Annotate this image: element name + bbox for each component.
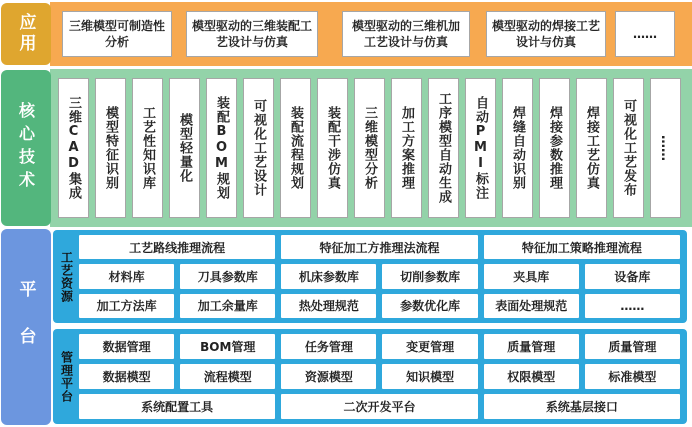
management-box: 知识模型 — [382, 364, 477, 389]
resource-box: 特征加工方推理法流程 — [281, 235, 477, 259]
core-technology-section-label: 核心技术 — [1, 70, 51, 226]
management-platform-panel-label: 管理平台 — [59, 350, 74, 403]
core-tech-item: 装配干涉仿真 — [317, 78, 348, 218]
core-tech-item: 三维CAD集成 — [58, 78, 89, 218]
management-box: 系统配置工具 — [79, 394, 275, 419]
application-box: 模型驱动的焊接工艺设计与仿真 — [486, 11, 606, 57]
application-box-ellipsis: …… — [615, 11, 675, 57]
core-technology-section — [50, 69, 692, 227]
platform-section-label: 平台 — [1, 229, 51, 425]
resource-box: 表面处理规范 — [484, 294, 579, 318]
management-box: 数据管理 — [79, 334, 174, 359]
core-tech-item: 三维模型分析 — [354, 78, 385, 218]
management-box: 标准模型 — [585, 364, 680, 389]
resource-box: 热处理规范 — [281, 294, 376, 318]
core-tech-item: 工艺性知识库 — [132, 78, 163, 218]
management-box: 权限模型 — [484, 364, 579, 389]
management-box: 质量管理 — [585, 334, 680, 359]
resource-box: 材料库 — [79, 264, 174, 288]
application-box: 模型驱动的三维机加工艺设计与仿真 — [342, 11, 470, 57]
resource-box: 机床参数库 — [281, 264, 376, 288]
core-tech-item-ellipsis: …… — [650, 78, 681, 218]
management-platform-grid — [79, 334, 680, 419]
application-section-label: 应用 — [1, 3, 51, 65]
resource-box: 参数优化库 — [382, 294, 477, 318]
core-tech-item: 工序模型自动生成 — [428, 78, 459, 218]
resource-box: 刀具参数库 — [180, 264, 275, 288]
core-tech-item: 焊接工艺仿真 — [576, 78, 607, 218]
resource-box: 加工余量库 — [180, 294, 275, 318]
management-box: 二次开发平台 — [281, 394, 477, 419]
resource-box: 加工方法库 — [79, 294, 174, 318]
resource-box: 切削参数库 — [382, 264, 477, 288]
management-box: 系统基层接口 — [484, 394, 680, 419]
resource-box: 设备库 — [585, 264, 680, 288]
application-box: 模型驱动的三维装配工艺设计与仿真 — [186, 11, 318, 57]
resource-box: 夹具库 — [484, 264, 579, 288]
resource-box-ellipsis: …… — [585, 294, 680, 318]
management-box: 任务管理 — [281, 334, 376, 359]
core-tech-item: 装配流程规划 — [280, 78, 311, 218]
core-tech-item: 可视化工艺发布 — [613, 78, 644, 218]
core-tech-item: 自动PMI标注 — [465, 78, 496, 218]
resource-box: 特征加工策略推理流程 — [484, 235, 680, 259]
management-box: 变更管理 — [382, 334, 477, 359]
management-box: 质量管理 — [484, 334, 579, 359]
core-tech-item: 模型特征识别 — [95, 78, 126, 218]
core-tech-item: 模型轻量化 — [169, 78, 200, 218]
core-tech-item: 焊接参数推理 — [539, 78, 570, 218]
process-resource-panel — [53, 230, 687, 323]
resource-box: 工艺路线推理流程 — [79, 235, 275, 259]
process-resource-grid — [79, 235, 680, 318]
management-box: BOM管理 — [180, 334, 275, 359]
core-tech-item: 可视化工艺设计 — [243, 78, 274, 218]
application-section — [50, 2, 692, 66]
application-box: 三维模型可制造性分析 — [62, 11, 172, 57]
core-tech-item: 加工方案推理 — [391, 78, 422, 218]
process-resource-panel-label: 工艺资源 — [59, 250, 74, 303]
management-box: 数据模型 — [79, 364, 174, 389]
management-box: 资源模型 — [281, 364, 376, 389]
management-box: 流程模型 — [180, 364, 275, 389]
core-tech-item: 焊缝自动识别 — [502, 78, 533, 218]
management-platform-panel — [53, 329, 687, 424]
core-tech-item: 装配BOM规划 — [206, 78, 237, 218]
core-technology-items — [58, 78, 681, 218]
